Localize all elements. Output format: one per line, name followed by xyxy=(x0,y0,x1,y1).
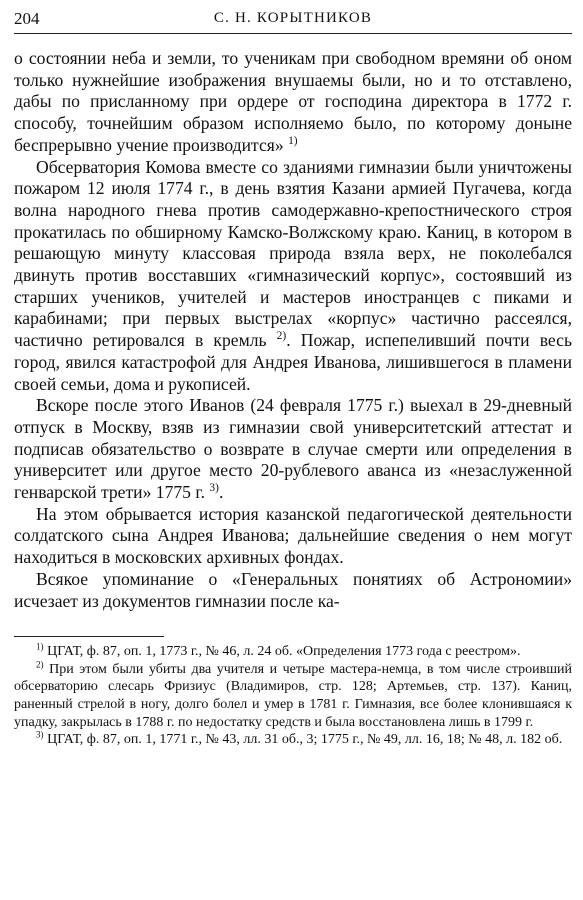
footnote-2-text: При этом были убиты два учителя и четыре мастера-немца, в том числе строивший обсерваторию слесарь Фризиус (Владимиров, стр. 128; Артемьев, стр. 137). Каниц, раненный стрелой в ногу, долго болел и умер в 1781 г. Гимназия, все более клонившаяся к упадку, закрылась в 1788 г. по недостатку средств и была восстановлена лишь в 1799 г. xyxy=(14,661,573,730)
paragraph-4-text: На этом обрывается история казанской педагогической деятельности солдатского сына Андрея Иванова; дальнейшие сведения о нем могут находиться в московских архивных фондах. xyxy=(14,503,572,568)
footnote-3-text: ЦГАТ, ф. 87, оп. 1, 1771 г., № 43, лл. 31 об., 3; 1775 г., № 49, лл. 16, 18; № 48, л. 182 об. xyxy=(47,732,563,748)
paragraph-3-continuation: . xyxy=(218,482,224,503)
page-number: 204 xyxy=(14,9,40,28)
paragraph-3-text: Вскоре после этого Иванов (24 февраля 1775 г.) выехал в 29-дневный отпуск в Москву, взяв из гимназии свой университетский аттестат и подписав обязательство о возврате в случае смерти или определения в университет или другое место 20-рублевого аванса из «незаслуженной генварской трети» 1775 г. xyxy=(14,395,572,503)
paragraph-1-text: о состоянии неба и земли, то ученикам при свободном времяни об оном только нужнейшие изображения внушаемы были, но и то отставлено, дабы по присланному при ордере от господина директора в 1772 г. способу, точнейшим образом исполняемо было, по которому доныне беспрерывно учение производится» xyxy=(14,48,572,155)
paragraph-5 xyxy=(14,569,572,612)
paragraph-5-text: Всякое упоминание о «Генеральных понятиях об Астрономии» исчезает из документов гимназии после ка- xyxy=(14,568,572,611)
footnote-mark-2: 2) xyxy=(36,659,44,670)
footnote-ref-3: 3) xyxy=(209,482,219,495)
footnote-1 xyxy=(14,643,572,661)
paragraph-2-text: Обсерватория Комова вместе со зданиями гимназии были уничтожены пожаром 12 июля 1774 г., в день взятия Казани армией Пугачева, когда волна народного гнева против самодержавно-крепостнического строя прокатилась по обширному Камско-Волжскому краю. Каниц, в котором в решающую минуту классовая природа взяла верх, не поколебался двинуть против восставших «гимназический корпус», состоявший из старших учеников, учителей и мастеров иностранцев с пиками и карабинами; при первых выстрелах «корпус» частично рассеялся, частично ретировался в кремль xyxy=(14,156,572,351)
paragraph-2 xyxy=(14,157,572,396)
footnote-1-text: ЦГАТ, ф. 87, оп. 1, 1773 г., № 46, л. 24 об. «Определения 1773 года с реестром». xyxy=(47,644,521,660)
paragraph-2-continuation: . Пожар, испепеливший почти весь город, явился катастрофой для Андрея Иванова, лишившегося в пламени своей семьи, дома и рукописей. xyxy=(14,330,572,394)
body-text xyxy=(14,48,572,612)
footnote-2 xyxy=(14,661,572,731)
footnote-ref-1: 1) xyxy=(288,134,298,147)
page-header xyxy=(14,6,572,34)
paragraph-1 xyxy=(14,48,572,157)
paragraph-4 xyxy=(14,504,572,569)
book-page xyxy=(14,6,572,892)
footnote-3 xyxy=(14,731,572,749)
footnote-mark-1: 1) xyxy=(36,641,44,652)
paragraph-3 xyxy=(14,395,572,504)
footnotes xyxy=(14,643,572,749)
footnote-ref-2: 2) xyxy=(276,330,287,343)
footnote-separator xyxy=(14,636,164,637)
footnote-mark-3: 3) xyxy=(36,729,44,740)
running-title: С. Н. КОРЫТНИКОВ xyxy=(213,10,373,26)
